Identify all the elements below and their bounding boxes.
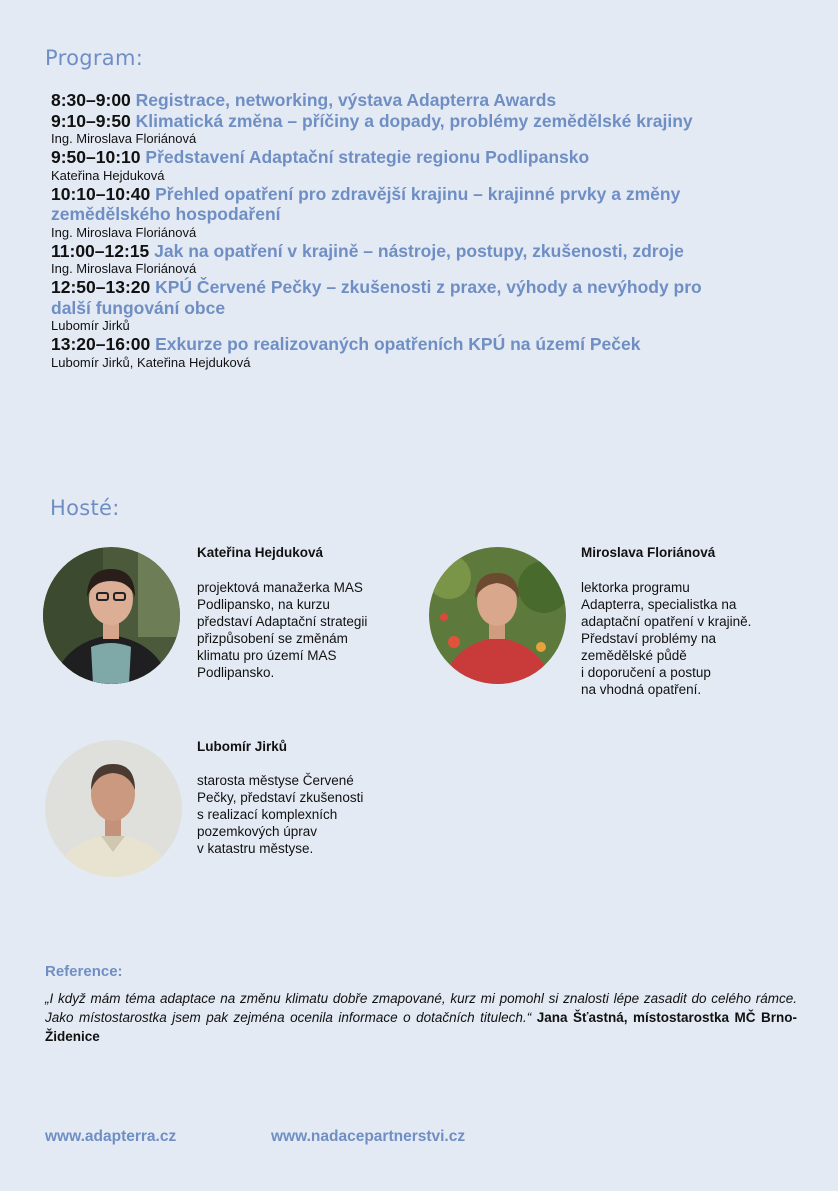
schedule-item (51, 90, 791, 111)
guest-bio: projektová manažerka MAS Podlipansko, na kurzu představí Adaptační strategii přizpůsobení se změnám klimatu pro území MAS Podlipansko. (197, 580, 368, 680)
schedule-item (51, 334, 791, 371)
schedule (51, 90, 791, 371)
guests-heading: Hosté: (50, 496, 120, 520)
guest-photo-florianova (429, 547, 566, 684)
program-heading: Program: (45, 46, 144, 70)
schedule-title: Exkurze po realizovaných opatřeních KPÚ na území Peček (155, 334, 641, 354)
schedule-item (51, 241, 791, 278)
schedule-title: Představení Adaptační strategie regionu Podlipansko (145, 147, 590, 167)
schedule-speaker: Ing. Miroslava Floriánová (51, 261, 197, 276)
schedule-title: Registrace, networking, výstava Adapterra Awards (135, 90, 557, 110)
schedule-time: 12:50–13:20 (51, 277, 151, 297)
schedule-title: Klimatická změna – příčiny a dopady, problémy zemědělské krajiny (135, 110, 693, 131)
schedule-item (51, 147, 791, 184)
schedule-time: 11:00–12:15 (51, 240, 150, 261)
guest-photo-hejdukova (43, 547, 180, 684)
footer-link-nadacepartnerstvi[interactable]: www.nadacepartnerstvi.cz (271, 1128, 466, 1145)
schedule-time: 9:50–10:10 (51, 147, 141, 167)
reference-heading: Reference: (45, 963, 123, 980)
schedule-time: 13:20–16:00 (51, 334, 151, 354)
reference-text (45, 989, 797, 1046)
schedule-time: 10:10–10:40 (51, 183, 151, 204)
footer-link-adapterra[interactable]: www.adapterra.cz (45, 1128, 177, 1145)
reference-quote: „I když mám téma adaptace na změnu klimatu dobře zmapované, kurz mi pomohl si znalosti lépe zasadit do celého rámce. Jako místostarostka jsem pak zejména ocenila informace o dotačních titulech.“ (45, 991, 797, 1025)
schedule-time: 8:30–9:00 (51, 90, 131, 110)
reference-author: Jana Šťastná, místostarostka MČ Brno-Židenice (45, 1010, 797, 1044)
guest-name: Miroslava Floriánová (581, 545, 716, 560)
schedule-title: KPÚ Červené Pečky – zkušenosti z praxe, výhody a nevýhody pro další fungování obce (51, 277, 702, 318)
schedule-time: 9:10–9:50 (51, 110, 131, 131)
schedule-item (51, 277, 791, 334)
guest-bio: starosta městyse Červené Pečky, představí zkušenosti s realizací komplexních pozemkových úprav v katastru městyse. (197, 773, 364, 856)
schedule-speaker: Ing. Miroslava Floriánová (51, 131, 197, 146)
guest-name: Kateřina Hejduková (197, 545, 324, 560)
schedule-title: Přehled opatření pro zdravější krajinu – krajinné prvky a změny zemědělského hospodaření (51, 183, 681, 224)
schedule-speaker: Lubomír Jirků (51, 318, 130, 333)
schedule-speaker: Ing. Miroslava Floriánová (51, 224, 197, 240)
schedule-speaker: Lubomír Jirků, Kateřina Hejduková (51, 354, 251, 370)
schedule-item (51, 184, 791, 241)
guest-bio: lektorka programu Adapterra, specialistka na adaptační opatření v krajině. Představí problémy na zemědělské půdě i doporučení a postup na vhodná opatření. (581, 580, 752, 697)
guest-photo-jirku (45, 740, 182, 877)
schedule-item (51, 111, 791, 148)
guest-name: Lubomír Jirků (197, 739, 288, 754)
schedule-speaker: Kateřina Hejduková (51, 167, 165, 183)
schedule-title: Jak na opatření v krajině – nástroje, postupy, zkušenosti, zdroje (154, 240, 684, 261)
